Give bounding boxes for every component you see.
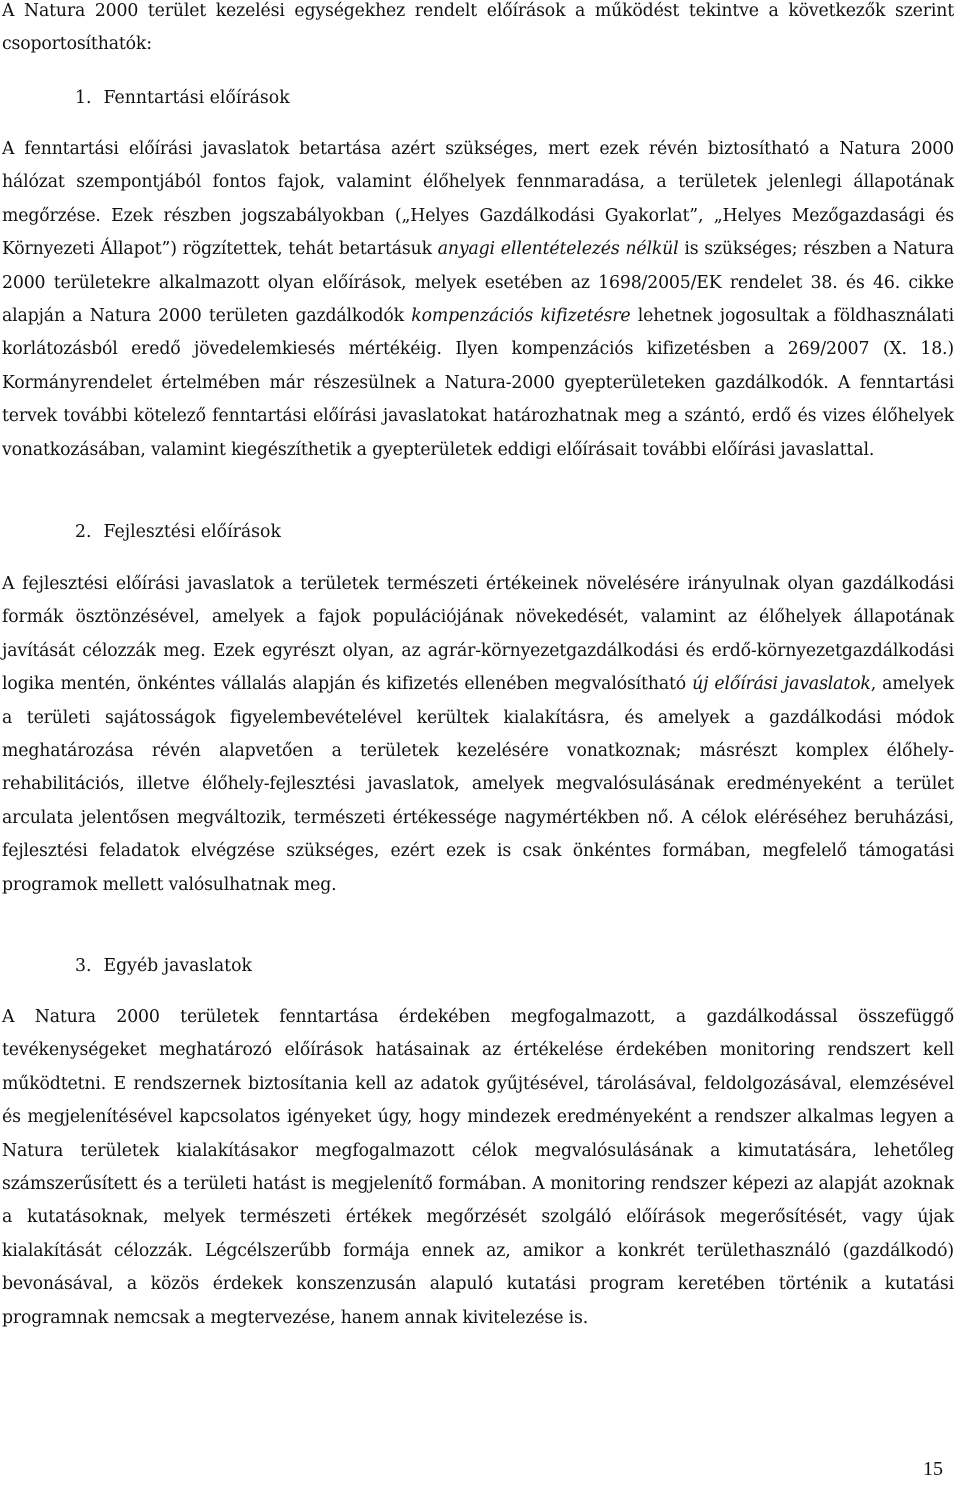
section-heading-2 — [75, 516, 281, 549]
page-number: 15 — [923, 1458, 943, 1480]
intro-paragraph: A Natura 2000 terület kezelési egységekhez rendelt előírások a működést tekintve a következők szerint csoportosíthatók: — [2, 1, 954, 55]
section-1-text-c: lehetnek jogosultak a földhasználati korlátozásból eredő jövedelemkiesés mértékéig. Ilyen kompenzációs kifizetésben a 269/2007 (X. 18.) Kormányrendelet értelmében már részesülnek a Natura-2000 gyepterületeken gazdálkodók. A fenntartási tervek további kötelező fenntartási előírási javaslatokat határozhatnak meg a szántó, erdő és vizes élőhelyek vonatkozásában, valamint kiegészíthetik a gyepterületek eddigi előírásait további előírási javaslattal. — [2, 306, 954, 460]
section-number-2: 2. — [75, 522, 92, 542]
section-1-emphasis-a: anyagi ellentételezés nélkül — [437, 239, 679, 260]
section-heading-1 — [75, 82, 290, 115]
section-2-text-b: , amelyek a területi sajátosságok figyelembevételével kerültek kialakításra, és amelyek a gazdálkodási módok meghatározása révén alapvetően a területek kezelésére vonatkoznak; másrészt komplex élőhely-rehabilitációs, illetve élőhely-fejlesztési javaslatok, amelyek megvalósulásának eredményeként a terület arculata jelentősen megváltozik, természeti értékessége nagymértékben nő. A célok eléréséhez beruházási, fejlesztési feladatok elvégzése szükséges, ezért ezek is csak önkéntes formában, megfelelő támogatási programok mellett valósulhatnak meg. — [2, 674, 954, 895]
section-1-text-b: is szükséges; részben a Natura 2000 területekre alkalmazott olyan előírások, melyek esetében az 1698/2005/EK rendelet 38. és 46. cikke alapján a Natura 2000 területen gazdálkodók — [2, 239, 954, 327]
section-paragraph-3: A Natura 2000 területek fenntartása érdekében megfogalmazott, a gazdálkodással összefüggő tevékenységeket meghatározó előírások hatásainak az értékelése érdekében monitoring rendszert kell működtetni. E rendszernek biztosítania kell az adatok gyűjtésével, tárolásával, feldolgozásával, elemzésével és megjelenítésével kapcsolatos igényeket úgy, hogy mindezek eredményeként a rendszer alkalmas legyen a Natura területek kialakításakor megfogalmazott célok megvalósulásának a kimutatására, lehetőleg számszerűsített és a területi hatást is megjelenítő formában. A monitoring rendszer képezi az alapját azoknak a kutatásoknak, melyek természeti értékek megőrzését szolgáló előírások megerősítését, vagy újak kialakítását célozzák. Légcélszerűbb formája ennek az, amikor a konkrét területhasználó (gazdálkodó) bevonásával, a közös érdekek konszenzusán alapuló kutatási program keretében történik a kutatási programnak nemcsak a megtervezése, hanem annak kivitelezése is. — [2, 1007, 954, 1328]
section-1-emphasis-b: kompenzációs kifizetésre — [411, 306, 631, 327]
section-number-3: 3. — [75, 956, 92, 976]
section-number-1: 1. — [75, 88, 92, 108]
section-heading-3 — [75, 950, 252, 983]
section-2-emphasis-a: új előírási javaslatok — [692, 674, 871, 695]
section-paragraph-2 — [2, 568, 954, 902]
section-title-3: Egyéb javaslatok — [103, 956, 252, 976]
section-paragraph-1 — [2, 133, 954, 467]
section-title-1: Fenntartási előírások — [103, 88, 290, 108]
section-2-text-a: A fejlesztési előírási javaslatok a területek természeti értékeinek növelésére irányulnak olyan gazdálkodási formák ösztönzésével, amelyek a fajok populációjának növekedését, valamint az élőhelyek állapotának javítását célozzák meg. Ezek egyrészt olyan, az agrár-környezetgazdálkodási és erdő-környezetgazdálkodási logika mentén, önkéntes vállalás alapján és kifizetés ellenében megvalósítható — [2, 574, 954, 695]
section-title-2: Fejlesztési előírások — [103, 522, 281, 542]
section-1-text-a: A fenntartási előírási javaslatok betartása azért szükséges, mert ezek révén biztosítható a Natura 2000 hálózat szempontjából fontos fajok, valamint élőhelyek fennmaradása, a területek jelenlegi állapotának megőrzése. Ezek részben jogszabályokban („Helyes Gazdálkodási Gyakorlat”, „Helyes Mezőgazdasági és Környezeti Állapot”) rögzítettek, tehát betartásuk — [2, 139, 954, 260]
